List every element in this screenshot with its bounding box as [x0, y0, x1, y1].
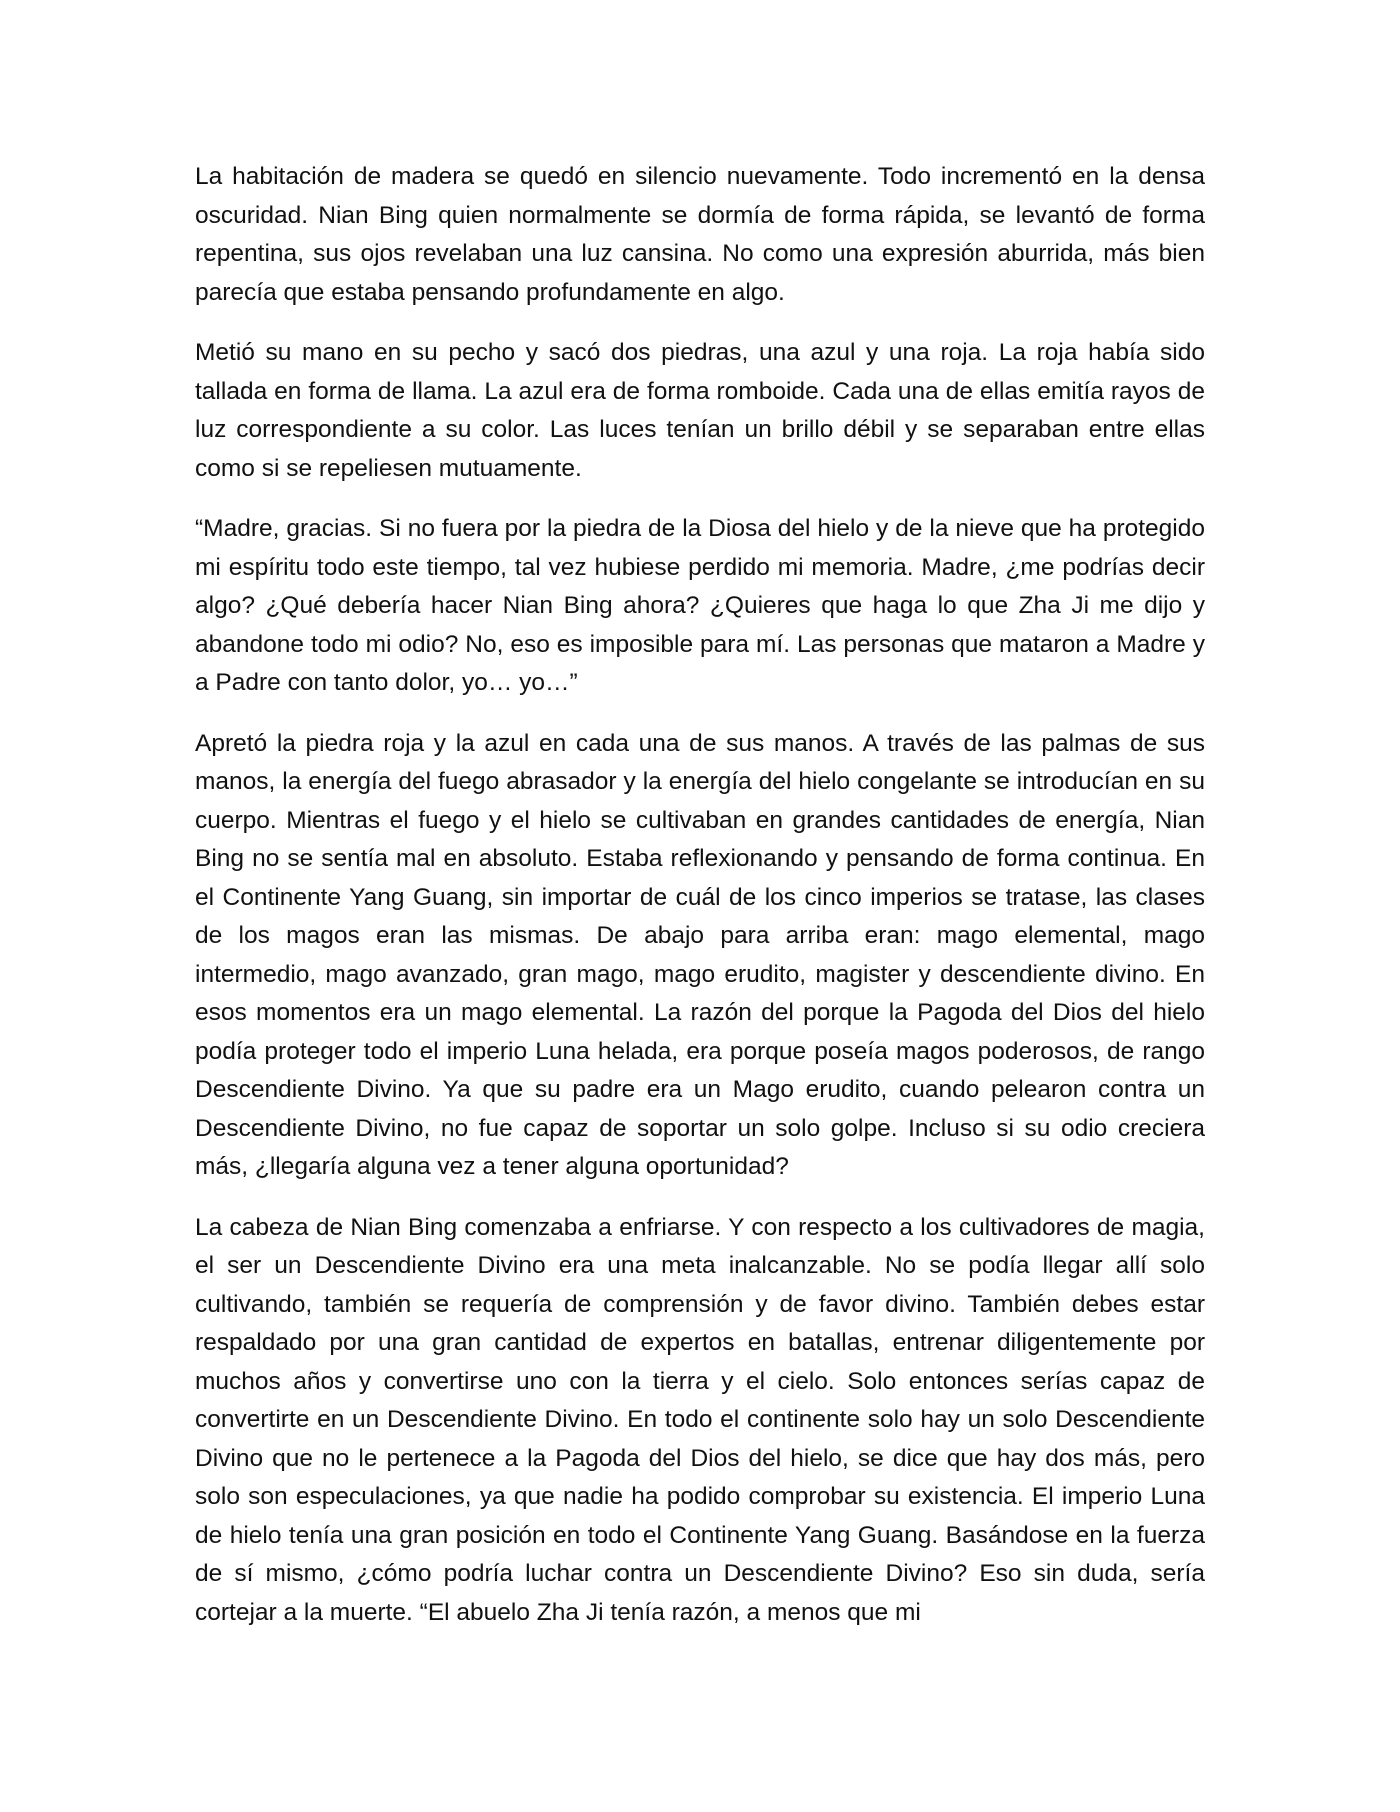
paragraph-3: “Madre, gracias. Si no fuera por la piedra de la Diosa del hielo y de la nieve que ha protegido mi espíritu todo este tiempo, tal vez hubiese perdido mi memoria. Madre, ¿me podrías decir algo? ¿Qué debería hacer Nian Bing ahora? ¿Quieres que haga lo que Zha Ji me dijo y abandone todo mi odio? No, eso es imposible para mí. Las personas que mataron a Madre y a Padre con tanto dolor, yo… yo…”	[195, 515, 1205, 696]
document-page	[195, 158, 1205, 1654]
paragraph-1: La habitación de madera se quedó en silencio nuevamente. Todo incrementó en la densa oscuridad. Nian Bing quien normalmente se dormía de forma rápida, se levantó de forma repentina, sus ojos revelaban una luz cansina. No como una expresión aburrida, más bien parecía que estaba pensando profundamente en algo.	[195, 163, 1205, 306]
paragraph-4: Apretó la piedra roja y la azul en cada una de sus manos. A través de las palmas de sus manos, la energía del fuego abrasador y la energía del hielo congelante se introducían en su cuerpo. Mientras el fuego y el hielo se cultivaban en grandes cantidades de energía, Nian Bing no se sentía mal en absoluto. Estaba reflexionando y pensando de forma continua. En el Continente Yang Guang, sin importar de cuál de los cinco imperios se tratase, las clases de los magos eran las mismas. De abajo para arriba eran: mago elemental, mago intermedio, mago avanzado, gran mago, mago erudito, magister y descendiente divino. En esos momentos era un mago elemental. La razón del porque la Pagoda del Dios del hielo podía proteger todo el imperio Luna helada, era porque poseía magos poderosos, de rango Descendiente Divino. Ya que su padre era un Mago erudito, cuando pelearon contra un Descendiente Divino, no fue capaz de soportar un solo golpe. Incluso si su odio creciera más, ¿llegaría alguna vez a tener alguna oportunidad?	[195, 729, 1205, 1180]
paragraph-5: La cabeza de Nian Bing comenzaba a enfriarse. Y con respecto a los cultivadores de magia, el ser un Descendiente Divino era una meta inalcanzable. No se podía llegar allí solo cultivando, también se requería de comprensión y de favor divino. También debes estar respaldado por una gran cantidad de expertos en batallas, entrenar diligentemente por muchos años y convertirse uno con la tierra y el cielo. Solo entonces serías capaz de convertirte en un Descendiente Divino. En todo el continente solo hay un solo Descendiente Divino que no le pertenece a la Pagoda del Dios del hielo, se dice que hay dos más, pero solo son especulaciones, ya que nadie ha podido comprobar su existencia. El imperio Luna de hielo tenía una gran posición en todo el Continente Yang Guang. Basándose en la fuerza de sí mismo, ¿cómo podría luchar contra un Descendiente Divino? Eso sin duda, sería cortejar a la muerte. “El abuelo Zha Ji tenía razón, a menos que mi	[195, 1213, 1205, 1626]
paragraph-2: Metió su mano en su pecho y sacó dos piedras, una azul y una roja. La roja había sido tallada en forma de llama. La azul era de forma romboide. Cada una de ellas emitía rayos de luz correspondiente a su color. Las luces tenían un brillo débil y se separaban entre ellas como si se repeliesen mutuamente.	[195, 339, 1205, 482]
